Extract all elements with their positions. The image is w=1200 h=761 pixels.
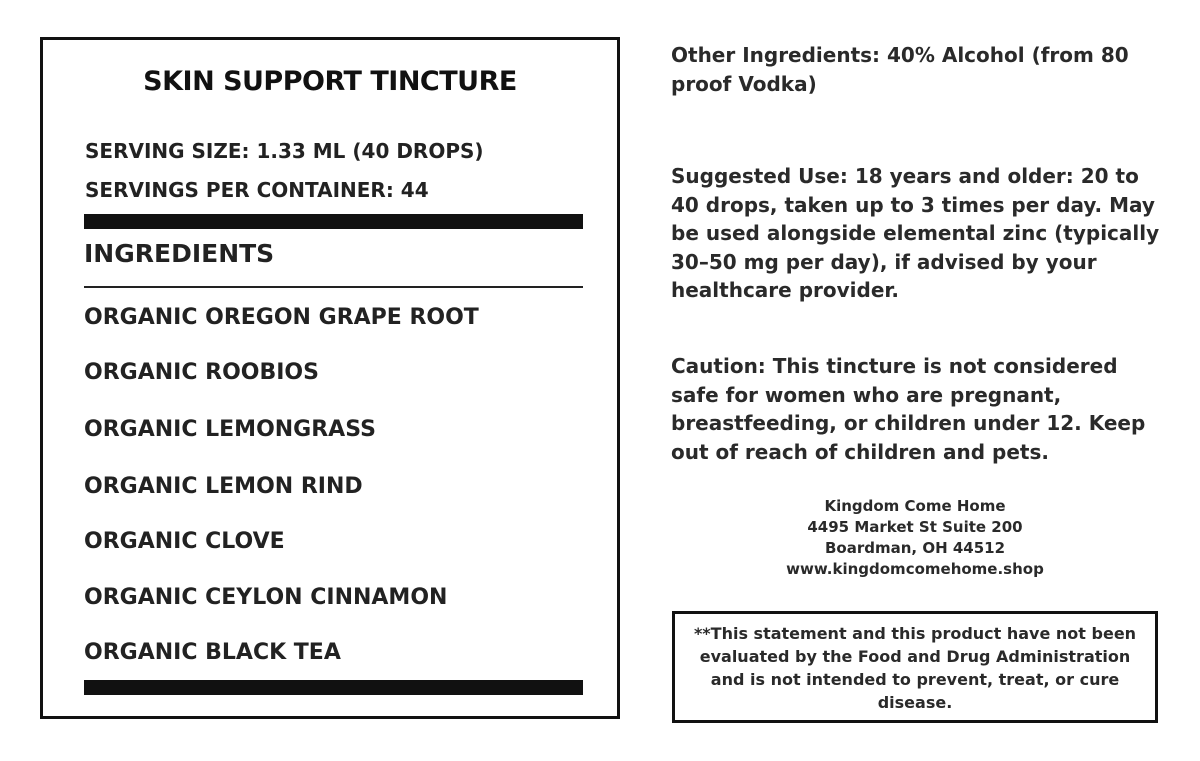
ingredient-item: ORGANIC CEYLON CINNAMON bbox=[84, 585, 448, 610]
suggested-use: Suggested Use: 18 years and older: 20 to 40 drops, taken up to 3 times per day. May be used alongside elemental zinc (typically 30–50 mg per day), if advised by your healthcare provider. bbox=[671, 164, 1160, 302]
fda-disclaimer-text: **This statement and this product have not been evaluated by the Food and Drug Administration and is not intended to prevent, treat, or cure disease. bbox=[693, 624, 1137, 712]
street-address: 4495 Market St Suite 200 bbox=[807, 518, 1023, 536]
company-address bbox=[730, 496, 1100, 580]
other-ingredients: Other Ingredients: 40% Alcohol (from 80 proof Vodka) bbox=[671, 43, 1129, 96]
serving-size: SERVING SIZE: 1.33 ML (40 DROPS) bbox=[85, 139, 484, 163]
ingredient-item: ORGANIC ROOBIOS bbox=[84, 360, 319, 385]
ingredient-item: ORGANIC LEMON RIND bbox=[84, 474, 363, 499]
city-state-zip: Boardman, OH 44512 bbox=[824, 539, 1006, 557]
top-divider-bar bbox=[84, 214, 583, 229]
company-name: Kingdom Come Home bbox=[824, 497, 1006, 515]
product-title: SKIN SUPPORT TINCTURE bbox=[143, 66, 517, 97]
supplement-facts-panel bbox=[40, 37, 620, 719]
caution-text: Caution: This tincture is not considered safe for women who are pregnant, breastfeeding, or children under 12. Keep out of reach of children and pets. bbox=[671, 354, 1146, 464]
servings-per-container: SERVINGS PER CONTAINER: 44 bbox=[85, 178, 429, 202]
ingredient-item: ORGANIC CLOVE bbox=[84, 529, 285, 554]
fda-disclaimer-box bbox=[672, 611, 1158, 723]
website-link[interactable]: www.kingdomcomehome.shop bbox=[786, 560, 1044, 578]
ingredient-item: ORGANIC OREGON GRAPE ROOT bbox=[84, 305, 479, 330]
ingredient-item: ORGANIC BLACK TEA bbox=[84, 640, 341, 665]
ingredient-item: ORGANIC LEMONGRASS bbox=[84, 417, 376, 442]
ingredients-heading: INGREDIENTS bbox=[84, 239, 275, 268]
ingredients-rule bbox=[84, 286, 583, 288]
bottom-divider-bar bbox=[84, 680, 583, 695]
